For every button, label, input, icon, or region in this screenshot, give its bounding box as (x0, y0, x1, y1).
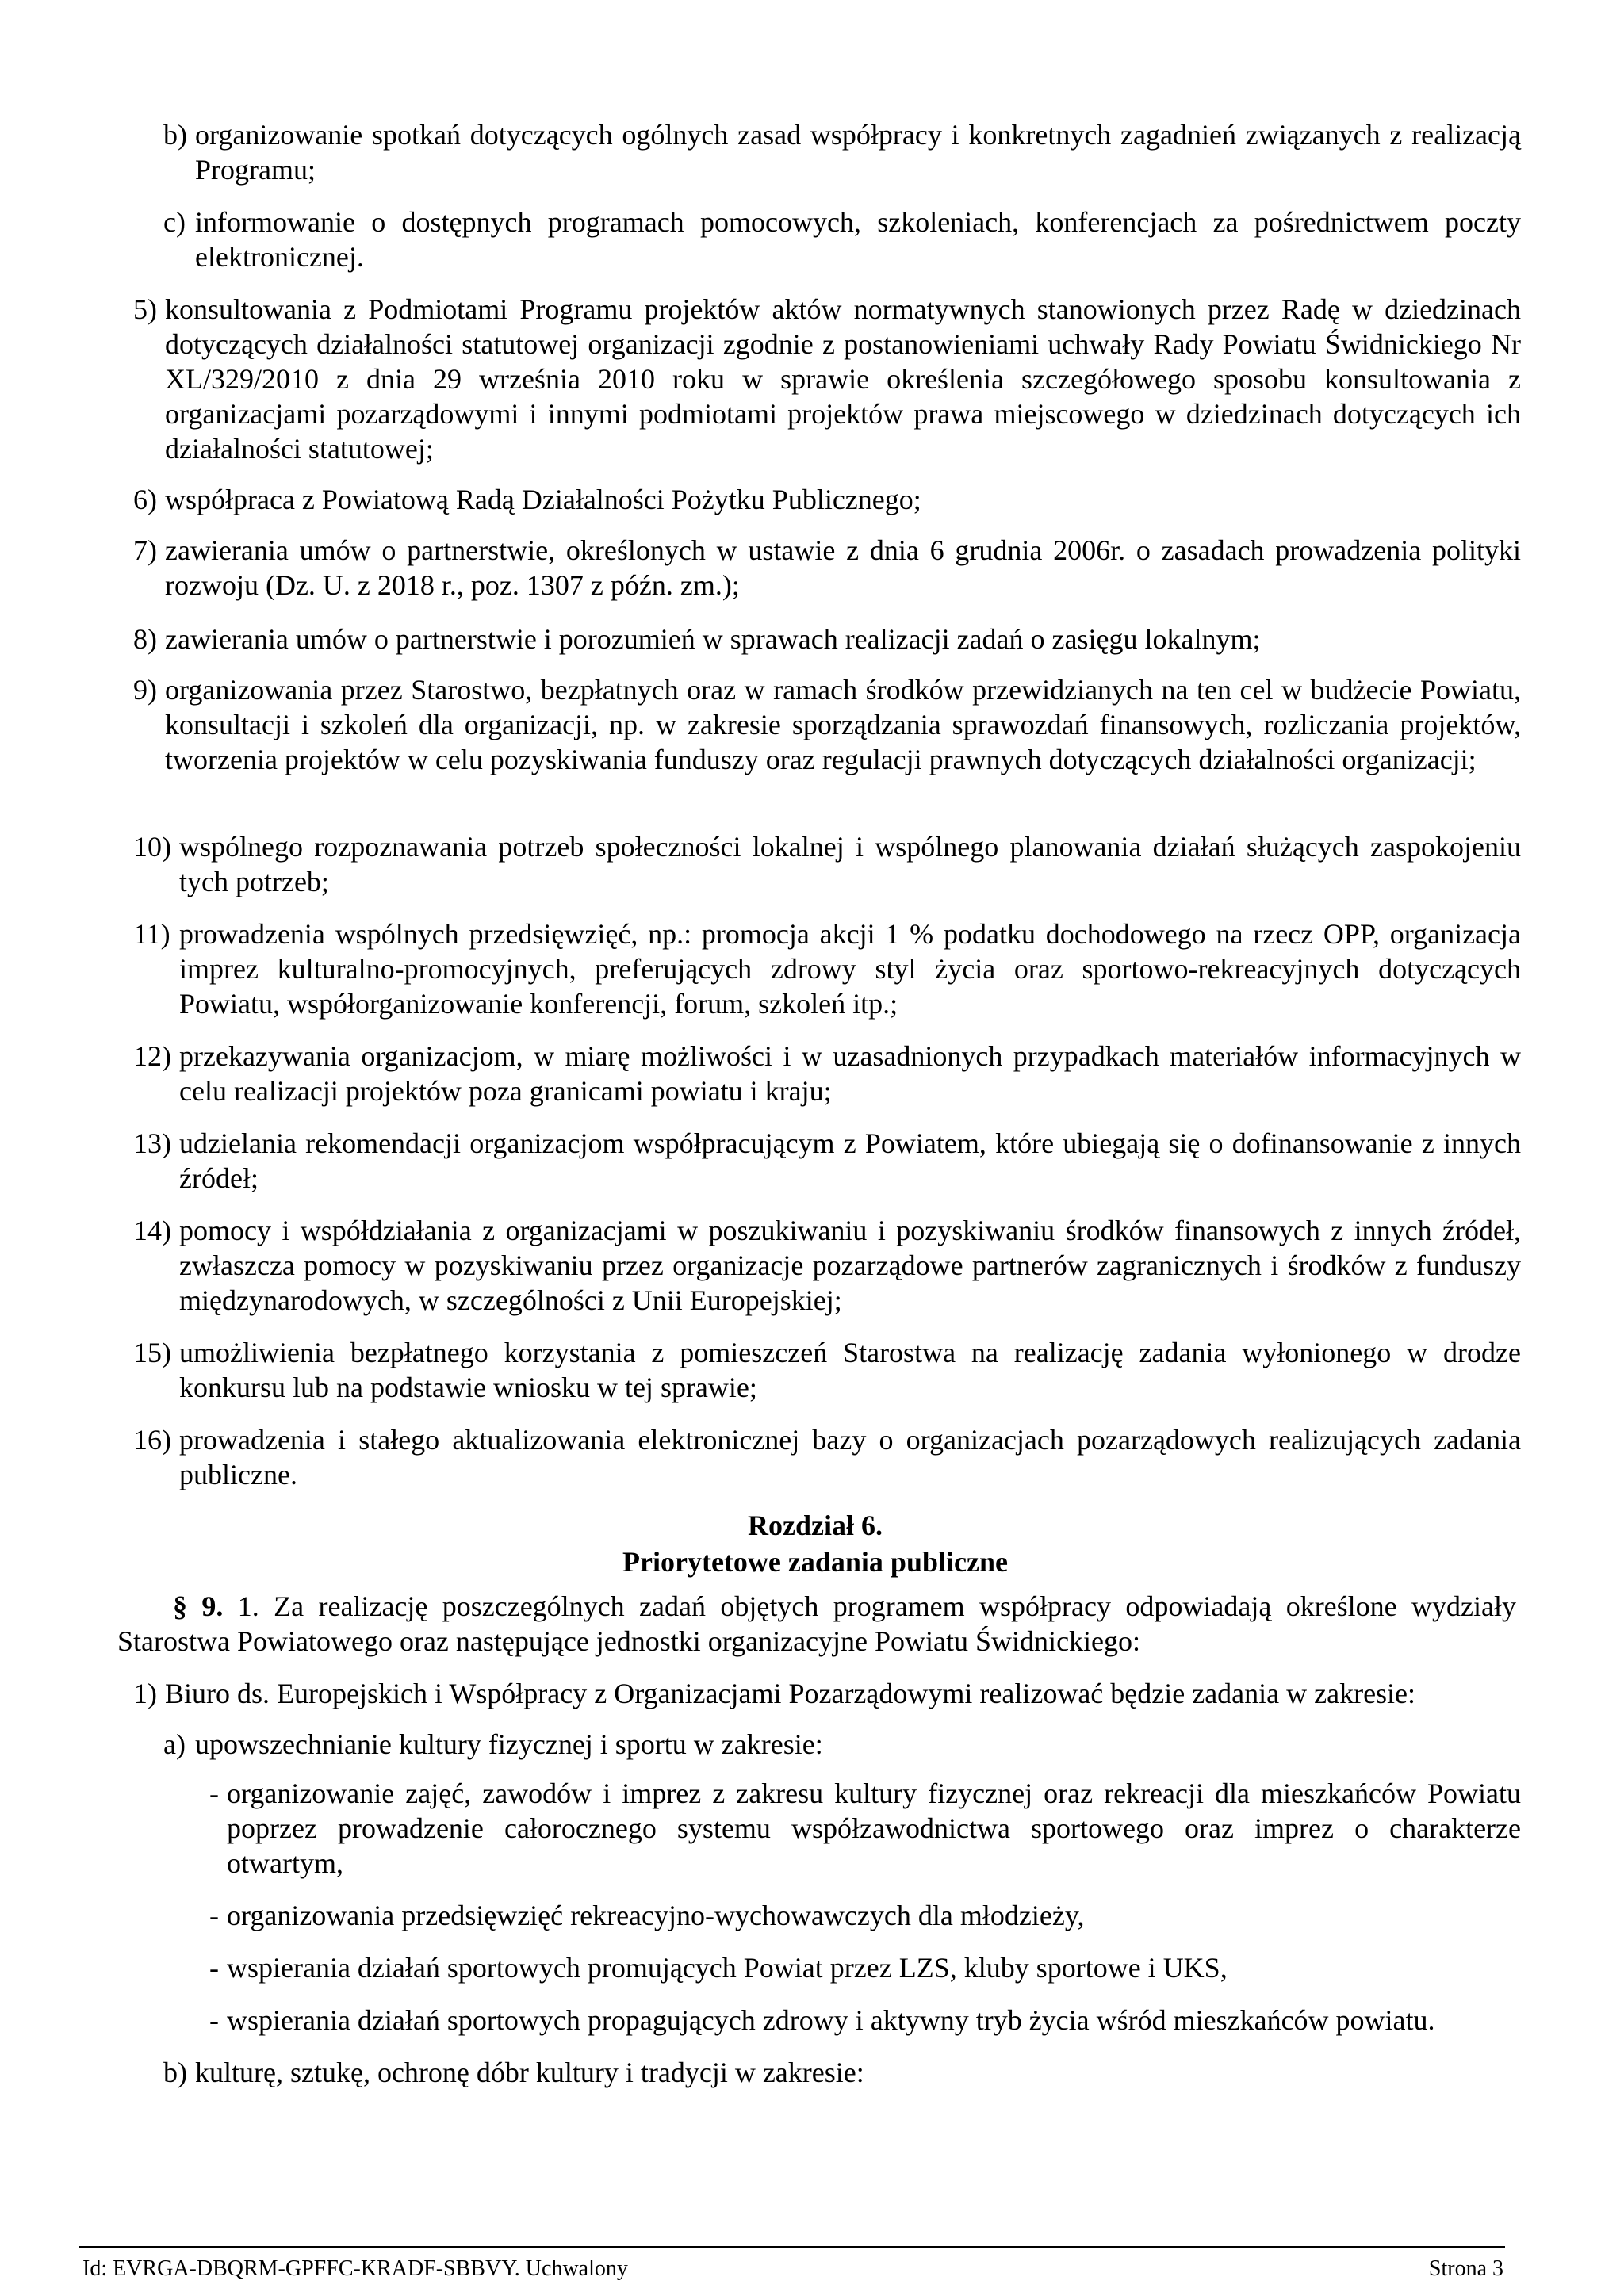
list-item (209, 1898, 1521, 1933)
list-item (163, 205, 1521, 274)
chapter-subtitle: Priorytetowe zadania publiczne (622, 1546, 1008, 1578)
list-text: informowanie o dostępnych programach pomocowych, szkoleniach, konferencjach za pośrednictwem poczty elektronicznej. (195, 206, 1521, 273)
section-text: 1. Za realizację poszczególnych zadań objętych programem współpracy odpowiadają określone wydziały Starostwa Powiatowego oraz następujące jednostki organizacyjne Powiatu Świdnickiego: (117, 1590, 1516, 1657)
footer-divider (79, 2246, 1505, 2248)
chapter-title: Rozdział 6. (748, 1510, 883, 1541)
list-marker: - (209, 1777, 219, 1809)
list-text: wspierania działań sportowych promujących Powiat przez LZS, kluby sportowe i UKS, (227, 1952, 1228, 1984)
list-item (163, 1727, 1521, 1762)
list-marker: 13) (133, 1127, 171, 1159)
list-marker: - (209, 1900, 219, 1931)
list-item (133, 1213, 1521, 1318)
list-item (133, 1422, 1521, 1492)
section-9-paragraph (117, 1589, 1516, 1659)
list-marker: 11) (133, 918, 170, 950)
list-text: wspólnego rozpoznawania potrzeb społeczności lokalnej i wspólnego planowania działań służących zaspokojeniu tych potrzeb; (179, 831, 1521, 897)
list-text: organizowania przedsięwzięć rekreacyjno-wychowawczych dla młodzieży, (227, 1900, 1085, 1931)
list-item (133, 916, 1521, 1021)
list-text: umożliwienia bezpłatnego korzystania z pomieszczeń Starostwa na realizację zadania wyłonionego w drodze konkursu lub na podstawie wniosku w tej sprawie; (179, 1337, 1521, 1403)
list-item (209, 2003, 1521, 2038)
list-text: prowadzenia wspólnych przedsięwzięć, np.: promocja akcji 1 % podatku dochodowego na rzecz OPP, organizacja imprez kulturalno-promocyjnych, preferujących zdrowy styl życia oraz sportowo-rekreacyjnych dotyczących Powiatu, współorganizowanie konferencji, forum, szkoleń itp.; (179, 918, 1521, 1020)
list-marker: 7) (133, 534, 157, 566)
list-item (133, 1039, 1521, 1108)
list-item (133, 1126, 1521, 1196)
list-item (209, 1950, 1521, 1985)
list-marker: a) (163, 1728, 186, 1760)
list-marker: 1) (133, 1678, 157, 1709)
list-text: upowszechnianie kultury fizycznej i sportu w zakresie: (195, 1728, 823, 1760)
section-mark: § 9. (173, 1590, 224, 1622)
list-item (163, 117, 1521, 187)
list-text: organizowanie spotkań dotyczących ogólnych zasad współpracy i konkretnych zagadnień związanych z realizacją Programu; (195, 119, 1521, 186)
list-marker: 10) (133, 831, 171, 863)
list-text: pomocy i współdziałania z organizacjami w poszukiwaniu i pozyskiwaniu środków finansowych z innych źródeł, zwłaszcza pomocy w pozyskiwaniu przez organizacje pozarządowe partnerów zagranicznych i środków z funduszy międzynarodowych, w szczególności z Unii Europejskiej; (179, 1215, 1521, 1316)
list-marker: 14) (133, 1215, 171, 1246)
document-id: Id: EVRGA-DBQRM-GPFFC-KRADF-SBBVY. Uchwalony (82, 2256, 628, 2281)
list-text: organizowanie zajęć, zawodów i imprez z zakresu kultury fizycznej oraz rekreacji dla mieszkańców Powiatu poprzez prowadzenie całorocznego systemu współzawodnictwa sportowego oraz imprez o charakterze otwartym, (227, 1777, 1521, 1879)
list-text: kulturę, sztukę, ochronę dóbr kultury i tradycji w zakresie: (195, 2057, 864, 2088)
list-marker: b) (163, 2057, 187, 2088)
list-marker: 9) (133, 674, 157, 706)
list-text: zawierania umów o partnerstwie, określonych w ustawie z dnia 6 grudnia 2006r. o zasadach prowadzenia polityki rozwoju (Dz. U. z 2018 r., poz. 1307 z późn. zm.); (165, 534, 1521, 601)
list-item (133, 622, 1521, 656)
page-number: Strona 3 (1428, 2256, 1503, 2281)
list-item (133, 829, 1521, 899)
list-item (133, 292, 1521, 466)
list-text: Biuro ds. Europejskich i Współpracy z Organizacjami Pozarządowymi realizować będzie zadania w zakresie: (165, 1678, 1416, 1709)
list-item (133, 1335, 1521, 1405)
list-text: przekazywania organizacjom, w miarę możliwości i w uzasadnionych przypadkach materiałów informacyjnych w celu realizacji projektów poza granicami powiatu i kraju; (179, 1040, 1521, 1107)
list-text: prowadzenia i stałego aktualizowania elektronicznej bazy o organizacjach pozarządowych realizujących zadania publiczne. (179, 1424, 1521, 1490)
list-marker: c) (163, 206, 186, 238)
list-item (133, 533, 1521, 603)
list-text: wspierania działań sportowych propagujących zdrowy i aktywny tryb życia wśród mieszkańców powiatu. (227, 2004, 1435, 2036)
list-marker: 15) (133, 1337, 171, 1368)
list-item (133, 672, 1521, 777)
list-text: udzielania rekomendacji organizacjom współpracującym z Powiatem, które ubiegają się o dofinansowanie z innych źródeł; (179, 1127, 1521, 1194)
list-marker: 16) (133, 1424, 171, 1456)
list-item (163, 2055, 1521, 2090)
list-marker: 6) (133, 484, 157, 515)
list-marker: b) (163, 119, 187, 151)
list-item (209, 1776, 1521, 1881)
list-marker: 8) (133, 623, 157, 655)
list-marker: 12) (133, 1040, 171, 1072)
list-text: konsultowania z Podmiotami Programu projektów aktów normatywnych stanowionych przez Radę w dziedzinach dotyczących działalności statutowej organizacji zgodnie z postanowieniami uchwały Rady Powiatu Świdnickiego Nr XL/329/2010 z dnia 29 września 2010 roku w sprawie określenia szczegółowego sposobu konsultowania z organizacjami pozarządowymi i innymi podmiotami projektów prawa miejscowego w dziedzinach dotyczących ich działalności statutowej; (165, 293, 1521, 465)
list-text: zawierania umów o partnerstwie i porozumień w sprawach realizacji zadań o zasięgu lokalnym; (165, 623, 1261, 655)
list-marker: 5) (133, 293, 157, 325)
list-item (133, 1676, 1521, 1711)
list-item (133, 482, 1521, 517)
list-text: współpraca z Powiatową Radą Działalności Pożytku Publicznego; (165, 484, 921, 515)
list-marker: - (209, 2004, 219, 2036)
list-text: organizowania przez Starostwo, bezpłatnych oraz w ramach środków przewidzianych na ten cel w budżecie Powiatu, konsultacji i szkoleń dla organizacji, np. w zakresie sporządzania sprawozdań finansowych, rozliczania projektów, tworzenia projektów w celu pozyskiwania funduszy oraz regulacji prawnych dotyczących działalności organizacji; (165, 674, 1521, 775)
list-marker: - (209, 1952, 219, 1984)
